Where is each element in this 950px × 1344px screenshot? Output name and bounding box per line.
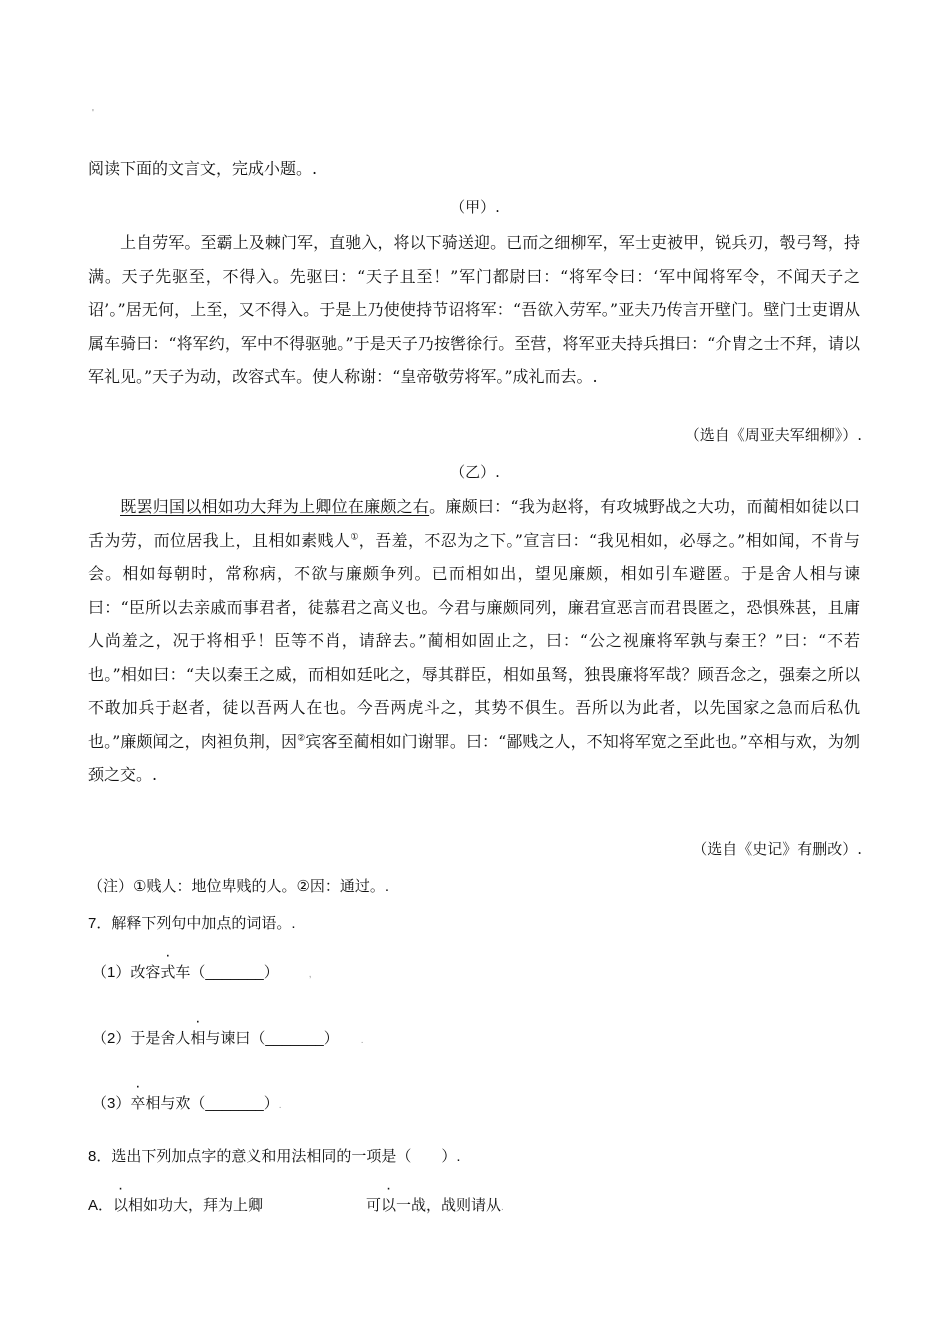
passage-b-heading: （乙）. [450,463,500,481]
passage-a-text: 上自劳军。至霸上及棘门军，直驰入，将以下骑送迎。已而之细柳军，军士吏被甲，锐兵刃，彀弓弩，持满。天子先驱至，不得入。先驱曰：“天子且至！”军门都尉曰：“将军令曰：‘军中闻将军令，不闻天子之诏’。”居无何，上至，又不得入。于是上乃使使持节诏将军：“吾欲入劳军。”亚夫乃传言开壁门。壁门士吏谓从属车骑曰：“将军约，军中不得驱驰。”于是天子乃按辔徐行。至营，将军亚夫持兵揖曰：“介胄之士不拜，请以军礼见。”天子为动，改容式车。使人称谢：“皇帝敬劳将军。”成礼而去。. [88,233,860,386]
footnotes: （注）①贱人：地位卑贱的人。②因：通过。. [88,878,390,895]
dotted-char: 式 [160,964,176,981]
question-7-item-2: （2）于是舍人相与谏曰（_______） . [92,1028,364,1052]
question-8-stem: 8．选出下列加点字的意义和用法相同的一项是（ ）. [88,1148,461,1165]
dotted-char: 以 [381,1197,397,1214]
question-8-option-a-right: 可以一战，战则请从. [366,1195,504,1219]
question-7-item-3: （3）卒相与欢（_______）. [92,1093,282,1117]
footnote-ref-2: ② [297,733,306,744]
passage-a-source: （选自《周亚夫军细柳》）. [684,426,862,444]
question-7-item-1: （1）改容式车（_______） , [92,962,312,986]
question-8-option-a: A．以相如功大，拜为上卿 [88,1195,263,1217]
footnote-ref-1: ① [350,532,359,543]
passage-b-source: （选自《史记》有删改）. [692,840,862,858]
top-mark: ' [92,108,94,119]
dotted-char: 卒 [130,1095,146,1112]
underlined-sentence: 既罢归国以相如功大拜为上卿位在廉颇之右 [120,497,430,516]
dotted-char: 相 [190,1030,206,1047]
instruction: 阅读下面的文言文，完成小题。. [88,159,318,178]
passage-b-text: 既罢归国以相如功大拜为上卿位在廉颇之右。廉颇曰：“我为赵将，有攻城野战之大功，而蔺相如徒以口舌为劳，而位居我上，且相如素贱人①，吾羞，不忍为之下。”宣言曰：“我见相如，必辱之。”相如闻，不肯与会。相如每朝时，常称病，不欲与廉颇争列。已而相如出，望见廉颇，相如引车避匿。于是舍人相与谏曰：“臣所以去亲戚而事君者，徒慕君之高义也。今君与廉颇同列，廉君宣恶言而君畏匿之，恐惧殊甚，且庸人尚羞之，况于将相乎！臣等不肖，请辞去。”蔺相如固止之，曰：“公之视廉将军孰与秦王？”曰：“不若也。”相如曰：“夫以秦王之威，而相如廷叱之，辱其群臣，相如虽驽，独畏廉将军哉？顾吾念之，强秦之所以不敢加兵于赵者，徒以吾两人在也。今吾两虎斗之，其势不俱生。吾所以为此者，以先国家之急而后私仇也。”廉颇闻之，肉袒负荆，因②宾客至蔺相如门谢罪。曰：“鄙贱之人，不知将军宽之至此也。”卒相与欢，为刎颈之交。. [88,497,860,784]
dotted-char: 以 [113,1197,129,1214]
passage-a-heading: （甲）. [450,198,500,216]
question-7-stem: 7．解释下列句中加点的词语。. [88,915,296,932]
